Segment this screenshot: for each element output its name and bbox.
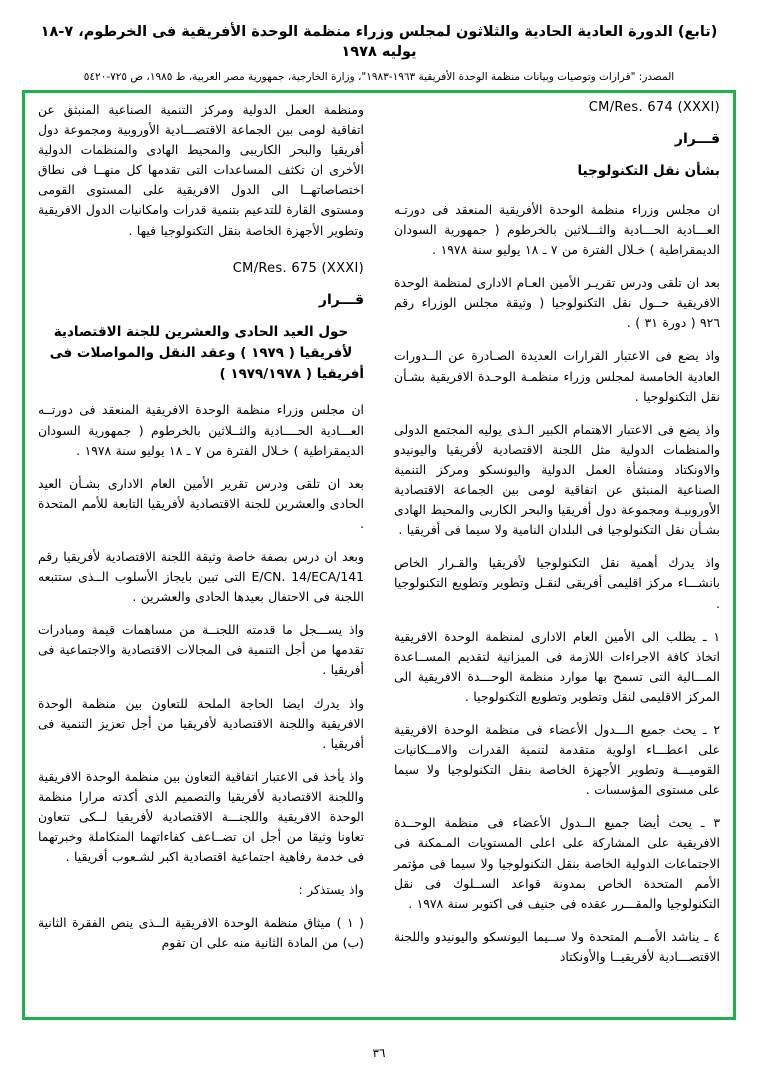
paragraph: واذ يضع فى الاعتبار القرارات العديدة الصـادرة عن الــدورات العادية الخامسة لمجلس وزراء منظمـة الوحـدة الافريقية بشـأن نقل التكنولوجيا . [394,348,720,404]
resolution-id-675: CM/Res. 675 (XXXI) [232,260,364,276]
right-column [394,100,720,1008]
paragraph: ٣ ـ يحث أيضا جميع الــدول الأعضاء فى منظمة الوحــدة الافريقية على المشاركة على اعلى المستويات المـمكنة فى الاجتماعات الدولية الخاصة بنقل التكنولوجيا ولا سيما فى مؤتمر الأمم المتحدة الخاص بمدونة قواعد الســلوك فى نقل التكنولوجيا والمقـــرر عقده فى جنيف فى اكتوبر سنة ١٩٧٨ . [394,815,720,911]
page-header [0,0,758,84]
paragraph: ان مجلس وزراء منظمة الوحدة الافريقية المنعقد فى دورتــه العـــادية الحــــادية والثــلاثين بالخرطوم ( جمهورية السودان الديمقراطية ) خـلال الفترة من ٧ ـ ١٨ يوليو سنة ١٩٧٨ . [38,402,364,458]
paragraph: ومنظمة العمل الدولية ومركز التنمية الصناعية المنبثق عن اتفاقية لومى بين الجماعة الاقتصـــادية الأوروبية ومجموعة دول أفريقيا والبحر الكاريبى والمحيط الهادى والمنظمات الدولية الأخرى ان تكثف المساعدات التى تقدمها كل منهــا فى نطاق اختصاصاتهــا الى الدول الافريقية على المستوى القومى ومستوى القارة للتدعيم بتنمية قدرات وامكانيات الدول الافريقية وتطوير الأجهزة الخاصة بنقل التكنولوجيا فيها . [38,102,364,238]
header-source: المصدر: "قرارات وتوصيات وبيانات منظمة الوحدة الأفريقية ١٩٦٣-١٩٨٣"، وزارة الخارجية، جمهورية مصر العربية، ط ١٩٨٥، ص ٧٢٥-٥٤٢٠ [83,70,675,83]
subject-heading-674: بشأن نقل التكنولوجيا [577,163,720,179]
left-column [38,100,364,1008]
page-number: ٣٦ [372,1046,386,1060]
paragraph: واذ يضع فى الاعتبار الاهتمام الكبير الـذى يوليه المجتمع الدولى والمنظمات الدولية مثل اللجنة الاقتصادية لأفريقيا واليونيدو والاونكتاد ومنشأة العمل الدولية واليونسكو ومركز التنمية الصناعية المنبثق عن اتفاقية لومى بين الجماعة الاقتصادية الأوروبيـة ومجموعة دول أفريقيا والبحر الكاربى والمحيط الهادى بشـأن نقل التكنولوجيا فى البلدان النامية ولا سيما فى أفريقيا . [394,421,720,538]
header-title: (تابع) الدورة العادية الحادية والثلاثون لمجلس وزراء منظمة الوحدة الأفريقية فى الخرطوم، ٧-١٨ يوليه ١٩٧٨ [40,24,718,61]
paragraph: بعد ان تلقى ودرس تقرير الأمين العام الادارى بشـأن العيد الحادى والعشرين للجنة الاقتصادية لأفريقيا التابعة للأمم المتحدة . [38,475,364,531]
paragraph: وبعد ان درس بصفة خاصة وثيقة اللجنة الاقتصادية لأفريقيا رقم E/CN. 14/ECA/141 التى تبين بايجاز الأسلوب الــذى ستتبعه اللجنة فى الاحتفال بعيدها الحادى والعشرين . [38,548,364,605]
paragraph: ٤ ـ يناشد الأمــم المتحدة ولا ســيما اليونسكو واليونيدو واللجنة الاقتصـــادية لأفريقيــا والأونكتاد [394,928,720,964]
paragraph: واذ يستذكر : [298,882,364,898]
resolution-id-674: CM/Res. 674 (XXXI) [588,100,720,115]
paragraph: واذ يســـجل ما قدمته اللجنــة من مساهمات قيمة ومبادرات تقدمها من أجل التنمية فى المجالات الاقتصادية والاجتماعية فى أفريقيا . [38,622,364,678]
two-column-body [38,100,720,1008]
paragraph: ١ ـ يطلب الى الأمين العام الادارى لمنظمة الوحدة الافريقية اتخاذ كافة الاجراءات اللازمة فى الميزانية لتقديم المســاعدة المـــالية التى تسمح بها موارد منظمة الوحـــدة الافريقية الى المركز الاقليمى لنقل وتطوير وتطويع التكنولوجيا . [394,628,720,704]
paragraph: ان مجلس وزراء منظمة الوحدة الأفريقية المنعقد فى دورتـه العـــادية الحـــادية والثـــلاثين بالخرطوم ( جمهورية السودان الديمقراطية ) خـلال الفترة من ٧ ـ ١٨ يوليو سنة ١٩٧٨ . [394,201,720,258]
paragraph: واذ يدرك أهمية نقل التكنولوجيا لأفريقيا والقـرار الخاص بانشـــاء مركز اقليمى أفريقى لنقـل وتطوير وتطويع التكنولوجيا . [394,555,720,611]
subject-heading-675: حول العيد الحادى والعشرين للجنة الاقتصادية لأفريقيا ( ١٩٧٩ ) وعقد النقل والمواصلات فى أفريقيا ( ١٩٧٩/١٩٧٨ ) [49,323,364,382]
paragraph: بعد ان تلقى ودرس تقريـر الأمين العـام الادارى لمنظمة الوحدة الافريقية حــول نقل التكنولوجيا ( وثيقة مجلس الوزراء رقم ٩٢٦ ( دورة ٣١ ) . [394,275,720,331]
paragraph: ٢ ـ يحث جميع الـــدول الأعضاء فى منظمة الوحدة الافريقية على اعطـــاء اولوية متقدمة لتنمية القدرات والامــكانيات القوميـــة وتطوير الأجهزة الخاصة بنقل التكنولوجيا ولا سيما على مستوى المؤسسات . [394,721,720,798]
qarar-heading-674: قـــرار [674,131,720,147]
paragraph: واذ يدرك ايضا الحاجة الملحة للتعاون بين منظمة الوحدة الافريقية واللجنة الاقتصادية لأفريقيا من أجل تعزيز التنمية فى أفريقيا . [38,695,364,751]
qarar-heading-675: قـــرار [318,291,364,308]
paragraph: واذ يأخذ فى الاعتبار اتفاقية التعاون بين منظمة الوحدة الافريقية واللجنة الاقتصادية لأفريقيا والتصميم الذى أكدته مرارا منظمة الوحدة الافريقية واللجنـــة الاقتصادية لأفريقيا لــكى تتعاون تعاونا وثيقا من أجل ان تضــاعف كفاءاتهما المتكاملة وخبرتهما فى خدمة رفاهية اجتماعية اقتصادية اكبر لشـعوب أفريقيا . [38,768,364,865]
paragraph: ( ١ ) ميثاق منظمة الوحدة الافريقية الــذى ينص الفقرة الثانية (ب) من المادة الثانية منه على ان تقوم [38,915,364,951]
